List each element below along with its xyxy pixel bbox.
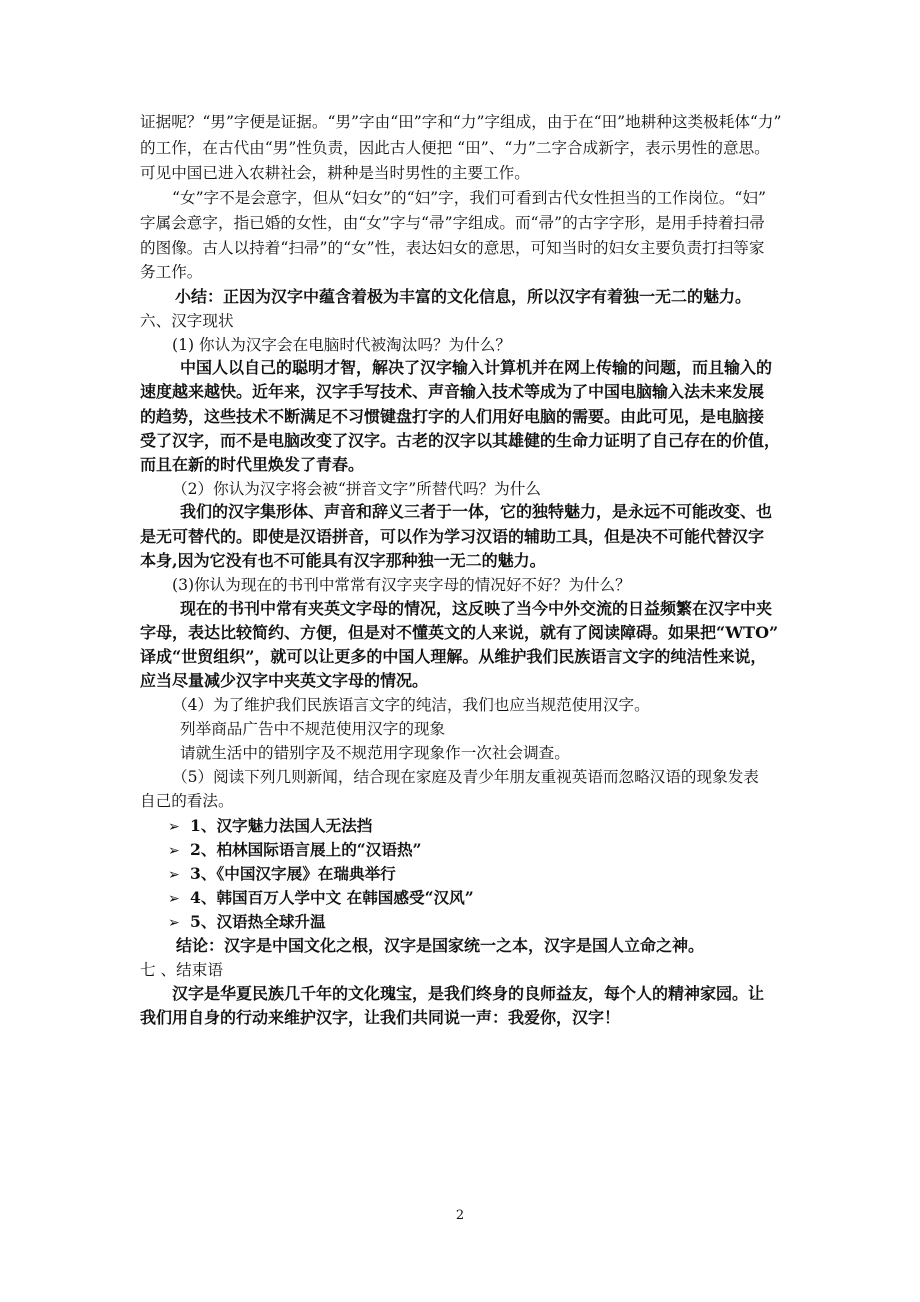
news-list-item [168,862,396,886]
answer-line: 而且在新的时代里焕发了青春。 [140,455,365,474]
answer-line: 应当尽量减少汉字中夹英文字母的情况。 [140,671,429,690]
closing-line: 我们用自身的行动来维护汉字，让我们共同说一声：我爱你，汉字！ [140,1008,621,1027]
answer-line: 我们的汉字集形体、声音和辞义三者于一体，它的独特魅力，是永远不可能改变、也 [180,502,773,521]
question-line: （4）为了维护我们民族语言文字的纯洁，我们也应当规范使用汉字。 [172,696,650,714]
news-item-text: 2、柏林国际语言展上的“汉语热” [190,840,422,859]
answer-line: 受了汉字，而不是电脑改变了汉字。古老的汉字以其雄健的生命力证明了自己存在的价值， [140,431,781,450]
paragraph-line: 务工作。 [140,263,203,281]
arrowhead-bullet-icon: ➢ [168,915,180,931]
question-line: (3)你认为现在的书刊中常常有汉字夹字母的情况好不好？为什么？ [172,576,631,594]
paragraph-line: 的图像。古人以持着“扫帚”的“女”性，表达妇女的意思，可知当时的妇女主要负责打扫等家 [140,239,765,257]
question-line: (1) 你认为汉字会在电脑时代被淘汰吗？为什么？ [172,336,511,354]
question-line: （2）你认为汉字将会被“拼音文字”所替代吗？为什么 [172,480,541,498]
news-item-text: 1、汉字魅力法国人无法挡 [190,816,373,835]
conclusion-line: 结论：汉字是中国文化之根，汉字是国家统一之本，汉字是国人立命之神。 [176,936,705,955]
answer-line: 中国人以自己的聪明才智，解决了汉字输入计算机并在网上传输的问题，而且输入的 [180,358,773,377]
question-line: （5）阅读下列几则新闻，结合现在家庭及青少年朋友重视英语而忽略汉语的现象发表 [172,768,759,786]
news-item-text: 4、韩国百万人学中文 在韩国感受“汉风” [190,888,474,907]
news-item-text: 5、汉语热全球升温 [190,912,326,931]
paragraph-line: “女”字不是会意字，但从“妇女”的“妇”字，我们可看到古代女性担当的工作岗位。“妇” [172,189,766,207]
paragraph-line: 的工作，在古代由“男”性负责，因此古人便把 “田”、“力”二字合成新字，表示男性的意思。 [140,139,770,157]
closing-line: 汉字是华夏民族几千年的文化瑰宝，是我们终身的良师益友，每个人的精神家园。让 [172,984,765,1003]
section-heading: 七 、结束语 [140,961,223,979]
page-number: 2 [455,1208,465,1223]
answer-line: 本身,因为它没有也不可能具有汉字那种独一无二的魅力。 [140,551,546,570]
answer-line: 现在的书刊中常有夹英文字母的情况，这反映了当今中外交流的日益频繁在汉字中夹 [180,599,773,618]
answer-line: 的趋势，这些技术不断满足不习惯键盘打字的人们用好电脑的需要。由此可见，是电脑接 [140,407,765,426]
news-list-item [168,838,422,862]
question-line: 自己的看法。 [140,792,234,810]
answer-line: 是无可替代的。即使是汉语拼音，可以作为学习汉语的辅助工具，但是决不可能代替汉字 [140,527,765,546]
answer-line: 译成“世贸组织”，就可以让更多的中国人理解。从维护我们民族语言文字的纯洁性来说， [140,647,767,666]
summary-line: 小结：正因为汉字中蕴含着极为丰富的文化信息，所以汉字有着独一无二的魅力。 [175,287,752,306]
paragraph-line: 可见中国已进入农耕社会，耕种是当时男性的主要工作。 [140,164,530,182]
answer-line: 字母，表达比较简约、方便，但是对不懂英文的人来说，就有了阅读障碍。如果把“WTO” [140,623,779,642]
answer-line: 速度越来越快。近年来，汉字手写技术、声音输入技术等成为了中国电脑输入法未来发展 [140,382,765,401]
task-line: 请就生活中的错别字及不规范用字现象作一次社会调查。 [180,744,570,762]
news-list-item [168,814,372,838]
arrowhead-bullet-icon: ➢ [168,819,180,835]
news-list-item [168,910,326,934]
news-list-item [168,886,474,910]
section-heading: 六、汉字现状 [140,312,234,330]
news-item-text: 3、《中国汉字展》在瑞典举行 [190,864,396,883]
arrowhead-bullet-icon: ➢ [168,867,180,883]
task-line: 列举商品广告中不规范使用汉字的现象 [180,720,446,738]
paragraph-line: 证据呢？“男”字便是证据。“男”字由“田”字和“力”字组成，由于在“田”地耕种这类极耗体“力” [140,113,782,131]
arrowhead-bullet-icon: ➢ [168,843,180,859]
paragraph-line: 字属会意字，指已婚的女性，由“女”字与“帚”字组成。而“帚”的古字字形，是用手持着扫帚 [140,214,765,232]
arrowhead-bullet-icon: ➢ [168,891,180,907]
